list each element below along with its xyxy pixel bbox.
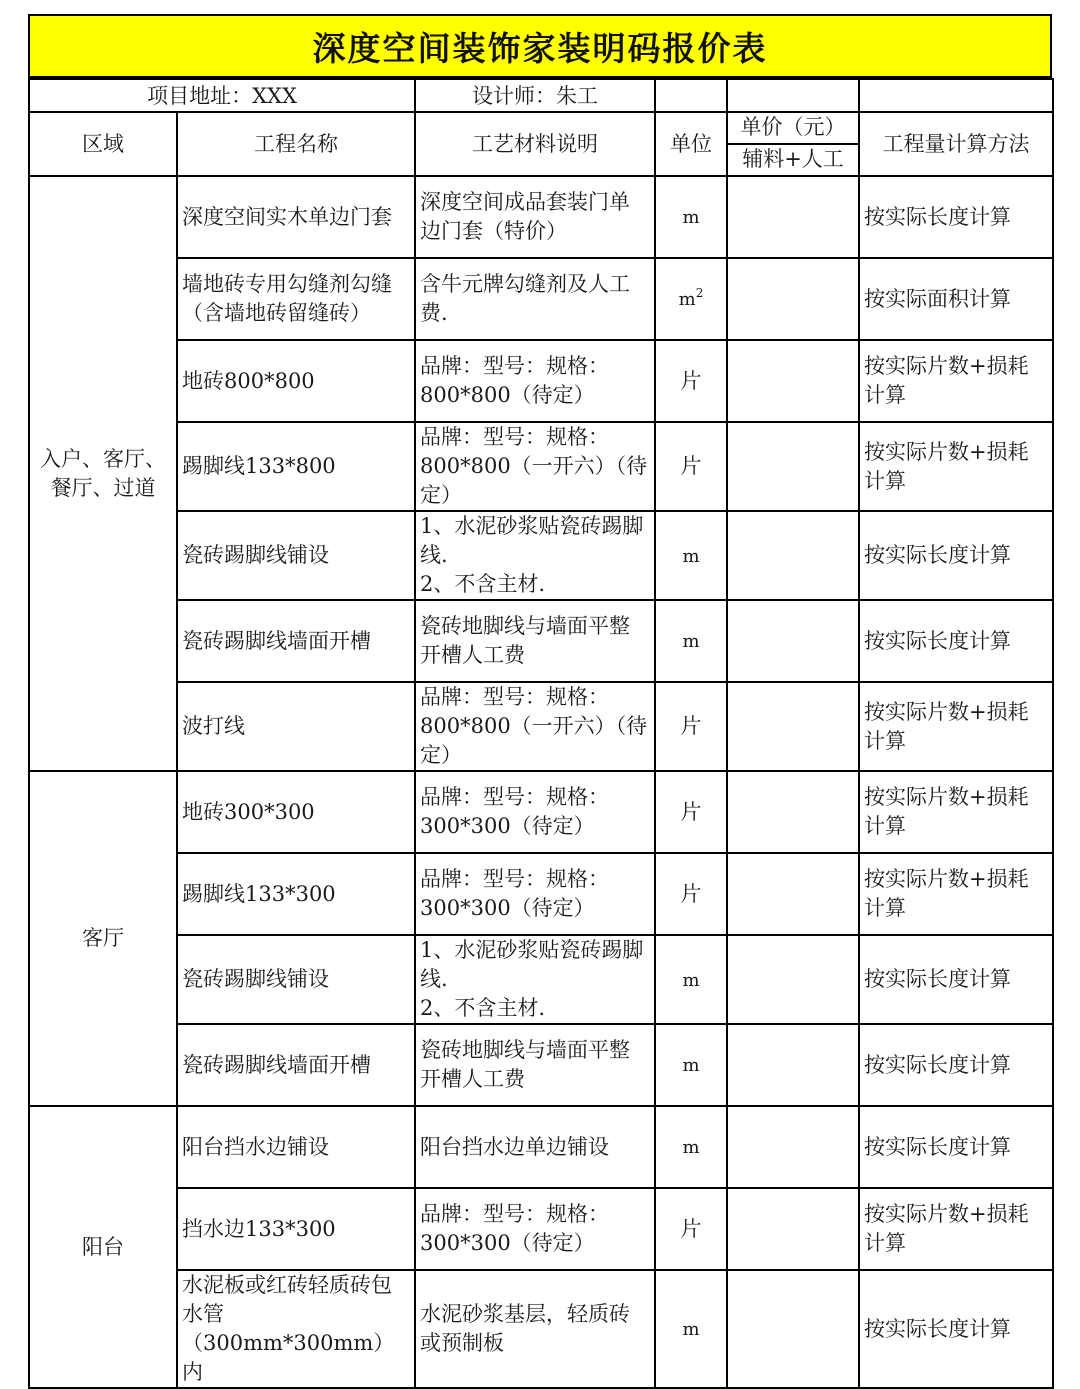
header-price-breakdown: 辅料+人工	[742, 147, 844, 171]
material-desc-cell: 1、水泥砂浆贴瓷砖踢脚线. 2、不含主材.	[415, 511, 655, 600]
unit-value: m	[682, 631, 700, 652]
unit-value: m	[682, 1319, 700, 1340]
unit-price-cell	[727, 1024, 859, 1106]
header-project-name: 工程名称	[177, 112, 415, 176]
info-row	[29, 79, 1053, 112]
table-row	[29, 1188, 1053, 1270]
project-name-cell: 水泥板或红砖轻质砖包水管（300mm*300mm）内	[177, 1270, 415, 1388]
material-desc-cell: 品牌：型号：规格：800*800（待定）	[415, 340, 655, 422]
unit-value: m	[678, 289, 696, 310]
material-desc-cell: 含牛元牌勾缝剂及人工费.	[415, 258, 655, 340]
project-name-cell: 瓷砖踢脚线铺设	[177, 511, 415, 600]
header-row	[29, 112, 1053, 176]
unit-cell	[655, 853, 727, 935]
unit-cell	[655, 1270, 727, 1388]
project-name-cell: 深度空间实木单边门套	[177, 176, 415, 258]
calc-method-cell: 按实际长度计算	[859, 935, 1053, 1024]
unit-value: 片	[680, 799, 702, 824]
calc-method-cell: 按实际长度计算	[859, 1106, 1053, 1188]
info-empty-cell	[655, 79, 727, 112]
header-unit: 单位	[655, 112, 727, 176]
table-row	[29, 771, 1053, 853]
calc-method-cell: 按实际片数+损耗计算	[859, 340, 1053, 422]
unit-cell	[655, 1106, 727, 1188]
calc-method-cell: 按实际片数+损耗计算	[859, 1188, 1053, 1270]
header-unit-price-label: 单价（元）	[728, 113, 858, 145]
material-desc-cell: 1、水泥砂浆贴瓷砖踢脚线. 2、不含主材.	[415, 935, 655, 1024]
unit-cell	[655, 682, 727, 771]
table-row	[29, 258, 1053, 340]
unit-value: 片	[680, 714, 702, 738]
unit-cell	[655, 1188, 727, 1270]
unit-price-cell	[727, 682, 859, 771]
project-name-cell: 地砖300*300	[177, 771, 415, 853]
unit-price-cell	[727, 1270, 859, 1388]
material-desc-cell: 深度空间成品套装门单边门套（特价）	[415, 176, 655, 258]
table-row	[29, 1106, 1053, 1188]
project-name-cell: 瓷砖踢脚线墙面开槽	[177, 600, 415, 682]
material-desc-cell: 瓷砖地脚线与墙面平整开槽人工费	[415, 600, 655, 682]
unit-cell	[655, 340, 727, 422]
project-name-cell: 瓷砖踢脚线铺设	[177, 935, 415, 1024]
calc-method-cell: 按实际长度计算	[859, 1270, 1053, 1388]
info-empty-cell	[727, 79, 859, 112]
quote-sheet	[28, 14, 1052, 1389]
project-name-cell: 墙地砖专用勾缝剂勾缝（含墙地砖留缝砖）	[177, 258, 415, 340]
material-desc-cell: 品牌：型号：规格：300*300（待定）	[415, 1188, 655, 1270]
material-desc-cell: 品牌：型号：规格：300*300（待定）	[415, 771, 655, 853]
table-row	[29, 682, 1053, 771]
unit-cell	[655, 511, 727, 600]
area-cell: 阳台	[29, 1106, 177, 1388]
table-row	[29, 340, 1053, 422]
header-unit-price	[727, 112, 859, 176]
table-row	[29, 1024, 1053, 1106]
unit-price-cell	[727, 935, 859, 1024]
sheet-title: 深度空间装饰家装明码报价表	[28, 14, 1052, 78]
unit-price-cell	[727, 176, 859, 258]
material-desc-cell: 瓷砖地脚线与墙面平整开槽人工费	[415, 1024, 655, 1106]
unit-value: 片	[680, 454, 702, 478]
header-area: 区域	[29, 112, 177, 176]
table-row	[29, 422, 1053, 511]
project-name-cell: 阳台挡水边铺设	[177, 1106, 415, 1188]
area-cell: 客厅	[29, 771, 177, 1106]
unit-value: 片	[680, 1216, 702, 1241]
quote-table	[28, 78, 1054, 1389]
project-name-cell: 踢脚线133*800	[177, 422, 415, 511]
unit-cell	[655, 176, 727, 258]
header-material-desc: 工艺材料说明	[415, 112, 655, 176]
calc-method-cell: 按实际片数+损耗计算	[859, 682, 1053, 771]
unit-cell	[655, 771, 727, 853]
calc-method-cell: 按实际片数+损耗计算	[859, 422, 1053, 511]
table-row	[29, 935, 1053, 1024]
material-desc-cell: 阳台挡水边单边铺设	[415, 1106, 655, 1188]
unit-price-cell	[727, 1188, 859, 1270]
unit-price-cell	[727, 600, 859, 682]
area-cell: 入户、客厅、餐厅、过道	[29, 176, 177, 771]
unit-price-cell	[727, 511, 859, 600]
material-desc-cell: 品牌：型号：规格：800*800（一开六）（待定）	[415, 682, 655, 771]
material-desc-cell: 水泥砂浆基层，轻质砖或预制板	[415, 1270, 655, 1388]
unit-cell	[655, 935, 727, 1024]
project-name-cell: 瓷砖踢脚线墙面开槽	[177, 1024, 415, 1106]
calc-method-cell: 按实际长度计算	[859, 511, 1053, 600]
table-row	[29, 176, 1053, 258]
unit-value: m	[682, 207, 700, 228]
header-calc-method: 工程量计算方法	[859, 112, 1053, 176]
info-empty-cell	[859, 79, 1053, 112]
material-desc-cell: 品牌：型号：规格：300*300（待定）	[415, 853, 655, 935]
calc-method-cell: 按实际片数+损耗计算	[859, 771, 1053, 853]
calc-method-cell: 按实际片数+损耗计算	[859, 853, 1053, 935]
project-name-cell: 地砖800*800	[177, 340, 415, 422]
unit-cell	[655, 422, 727, 511]
unit-value: m	[682, 1055, 700, 1076]
material-desc-cell: 品牌：型号：规格：800*800（一开六）（待定）	[415, 422, 655, 511]
unit-value: m	[682, 969, 700, 991]
calc-method-cell: 按实际长度计算	[859, 600, 1053, 682]
unit-value: 片	[680, 368, 702, 393]
project-address: 项目地址：XXX	[29, 79, 415, 112]
unit-cell	[655, 1024, 727, 1106]
calc-method-cell: 按实际长度计算	[859, 176, 1053, 258]
table-row	[29, 511, 1053, 600]
designer: 设计师：朱工	[415, 79, 655, 112]
unit-price-cell	[727, 422, 859, 511]
unit-price-cell	[727, 258, 859, 340]
unit-value: 片	[680, 881, 702, 906]
table-row	[29, 853, 1053, 935]
unit-price-cell	[727, 340, 859, 422]
unit-value: m	[682, 545, 700, 567]
table-row	[29, 1270, 1053, 1388]
unit-superscript: 2	[695, 286, 704, 300]
unit-price-cell	[727, 1106, 859, 1188]
unit-price-cell	[727, 771, 859, 853]
calc-method-cell: 按实际面积计算	[859, 258, 1053, 340]
unit-cell	[655, 258, 727, 340]
unit-value: m	[682, 1137, 700, 1158]
unit-cell	[655, 600, 727, 682]
project-name-cell: 波打线	[177, 682, 415, 771]
project-name-cell: 挡水边133*300	[177, 1188, 415, 1270]
project-name-cell: 踢脚线133*300	[177, 853, 415, 935]
table-row	[29, 600, 1053, 682]
calc-method-cell: 按实际长度计算	[859, 1024, 1053, 1106]
unit-price-cell	[727, 853, 859, 935]
